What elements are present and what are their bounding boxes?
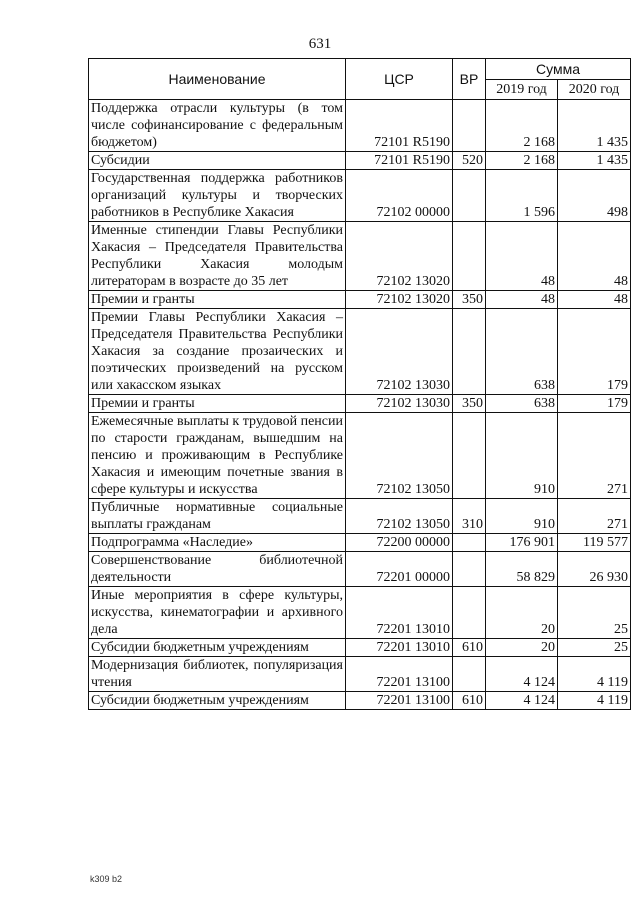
row-vr (453, 170, 486, 222)
row-name: Подпрограмма «Наследие» (89, 534, 346, 552)
row-sum-2020: 498 (558, 170, 631, 222)
row-vr: 310 (453, 499, 486, 534)
row-sum-2019: 2 168 (486, 152, 558, 170)
row-sum-2019: 1 596 (486, 170, 558, 222)
row-sum-2019: 638 (486, 395, 558, 413)
row-csr: 72201 13100 (346, 692, 453, 710)
header-year-2019: 2019 год (486, 80, 558, 100)
table-row (89, 534, 631, 552)
row-sum-2019: 48 (486, 291, 558, 309)
row-sum-2019: 2 168 (486, 100, 558, 152)
table-row (89, 170, 631, 222)
row-name: Субсидии бюджетным учреждениям (89, 639, 346, 657)
row-vr (453, 413, 486, 499)
row-sum-2020: 25 (558, 639, 631, 657)
row-sum-2020: 1 435 (558, 152, 631, 170)
header-csr: ЦСР (346, 59, 453, 100)
row-csr: 72102 13050 (346, 413, 453, 499)
row-vr (453, 657, 486, 692)
row-name: Премии и гранты (89, 395, 346, 413)
row-sum-2019: 638 (486, 309, 558, 395)
table-row (89, 587, 631, 639)
row-sum-2019: 4 124 (486, 657, 558, 692)
row-sum-2020: 4 119 (558, 657, 631, 692)
row-sum-2019: 20 (486, 639, 558, 657)
row-sum-2019: 910 (486, 413, 558, 499)
table-row (89, 291, 631, 309)
row-sum-2020: 271 (558, 413, 631, 499)
row-vr: 350 (453, 395, 486, 413)
row-name: Субсидии бюджетным учреждениям (89, 692, 346, 710)
row-name: Ежемесячные выплаты к трудовой пенсии по старости гражданам, вышедшим на пенсию и проживающим в Республике Хакасия и имеющим почетные звания в сфере культуры и искусства (89, 413, 346, 499)
row-vr (453, 552, 486, 587)
row-csr: 72201 00000 (346, 552, 453, 587)
header-row-top (89, 59, 631, 80)
row-vr: 520 (453, 152, 486, 170)
row-name: Поддержка отрасли культуры (в том числе софинансирование с федеральным бюджетом) (89, 100, 346, 152)
row-sum-2019: 58 829 (486, 552, 558, 587)
footer-code: k309 b2 (90, 874, 123, 884)
budget-table (88, 58, 631, 710)
row-name: Именные стипендии Главы Республики Хакасия – Председателя Правительства Республики Хакасия молодым литераторам в возрасте до 35 лет (89, 222, 346, 291)
row-sum-2020: 271 (558, 499, 631, 534)
row-sum-2019: 4 124 (486, 692, 558, 710)
table-row (89, 692, 631, 710)
row-name: Модернизация библиотек, популяризация чтения (89, 657, 346, 692)
table-row (89, 309, 631, 395)
row-vr: 350 (453, 291, 486, 309)
header-vr: ВР (453, 59, 486, 100)
row-vr (453, 309, 486, 395)
row-name: Публичные нормативные социальные выплаты гражданам (89, 499, 346, 534)
row-vr (453, 222, 486, 291)
row-csr: 72201 13100 (346, 657, 453, 692)
row-csr: 72102 13030 (346, 395, 453, 413)
row-sum-2020: 179 (558, 395, 631, 413)
row-sum-2020: 119 577 (558, 534, 631, 552)
row-vr (453, 100, 486, 152)
table-row (89, 413, 631, 499)
row-csr: 72101 R5190 (346, 152, 453, 170)
table-row (89, 100, 631, 152)
row-sum-2020: 48 (558, 222, 631, 291)
table-row (89, 552, 631, 587)
row-vr (453, 587, 486, 639)
row-sum-2019: 48 (486, 222, 558, 291)
table-row (89, 152, 631, 170)
row-csr: 72200 00000 (346, 534, 453, 552)
row-csr: 72102 13020 (346, 291, 453, 309)
table-row (89, 657, 631, 692)
row-csr: 72201 13010 (346, 639, 453, 657)
row-name: Премии и гранты (89, 291, 346, 309)
row-csr: 72102 13020 (346, 222, 453, 291)
row-name: Премии Главы Республики Хакасия – Председателя Правительства Республики Хакасия за создание прозаических и поэтических произведений на русском или хакасском языках (89, 309, 346, 395)
row-sum-2019: 20 (486, 587, 558, 639)
row-csr: 72102 13030 (346, 309, 453, 395)
row-sum-2020: 25 (558, 587, 631, 639)
table-row (89, 499, 631, 534)
row-csr: 72101 R5190 (346, 100, 453, 152)
header-sum: Сумма (486, 59, 631, 80)
table-row (89, 639, 631, 657)
header-year-2020: 2020 год (558, 80, 631, 100)
header-name: Наименование (89, 59, 346, 100)
table-row (89, 222, 631, 291)
row-csr: 72201 13010 (346, 587, 453, 639)
row-name: Субсидии (89, 152, 346, 170)
row-sum-2020: 4 119 (558, 692, 631, 710)
row-sum-2020: 1 435 (558, 100, 631, 152)
table-body (89, 100, 631, 710)
page-number: 631 (308, 36, 332, 52)
row-name: Государственная поддержка работников организаций культуры и творческих работников в Республике Хакасия (89, 170, 346, 222)
row-csr: 72102 13050 (346, 499, 453, 534)
row-name: Иные мероприятия в сфере культуры, искусства, кинематографии и архивного дела (89, 587, 346, 639)
row-sum-2019: 176 901 (486, 534, 558, 552)
row-name: Совершенствование библиотечной деятельности (89, 552, 346, 587)
row-csr: 72102 00000 (346, 170, 453, 222)
table-row (89, 395, 631, 413)
row-sum-2019: 910 (486, 499, 558, 534)
row-sum-2020: 179 (558, 309, 631, 395)
row-sum-2020: 26 930 (558, 552, 631, 587)
row-vr: 610 (453, 692, 486, 710)
row-sum-2020: 48 (558, 291, 631, 309)
row-vr: 610 (453, 639, 486, 657)
row-vr (453, 534, 486, 552)
